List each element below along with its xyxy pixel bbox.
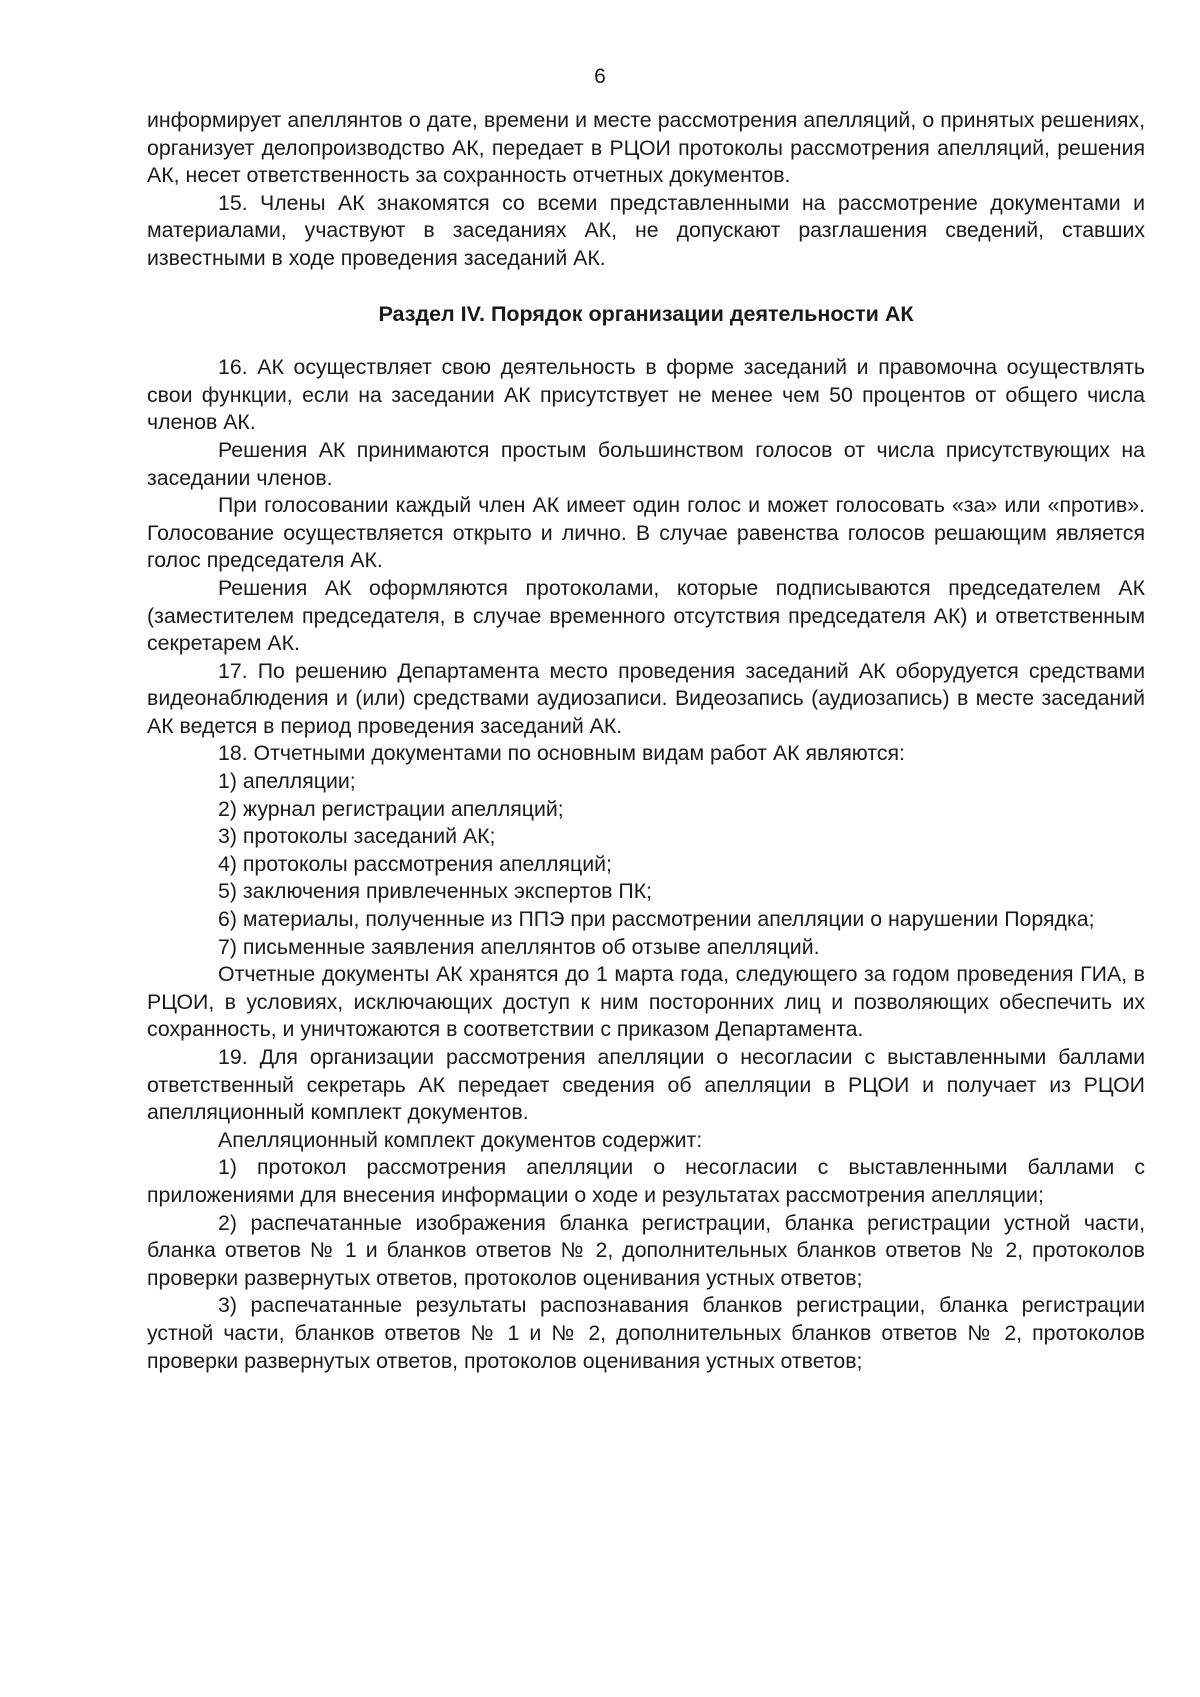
list-item-18-4: 4) протоколы рассмотрения апелляций;: [218, 851, 612, 876]
paragraph-kit-contents: Апелляционный комплект документов содержит:: [218, 1127, 703, 1152]
paragraph-decisions: Решения АК принимаются простым большинством голосов от числа присутствующих на заседании членов.: [147, 437, 1145, 490]
list-item-19-3: 3) распечатанные результаты распознавания бланков регистрации, бланка регистрации устной части, бланков ответов № 1 и № 2, дополнительных бланков ответов № 2, протоколов проверки развернутых ответов, протоколов оценивания устных ответов;: [147, 1293, 1145, 1373]
list-item-19-2: 2) распечатанные изображения бланка регистрации, бланка регистрации устной части, бланка ответов № 1 и бланков ответов № 2, дополнительных бланков ответов № 2, протоколов проверки развернутых ответов, протоколов оценивания устных ответов;: [147, 1210, 1145, 1290]
paragraph-voting: При голосовании каждый член АК имеет один голос и может голосовать «за» или «против». Голосование осуществляется открыто и лично. В случае равенства голосов решающим является голос председателя АК.: [147, 493, 1145, 573]
list-item-18-5: 5) заключения привлеченных экспертов ПК;: [218, 879, 653, 904]
list-item-18-7: 7) письменные заявления апеллянтов об отзыве апелляций.: [218, 934, 820, 959]
list-item-19-1: 1) протокол рассмотрения апелляции о несогласии с выставленными баллами с приложениями для внесения информации о ходе и результатах рассмотрения апелляции;: [147, 1155, 1145, 1207]
paragraph-storage: Отчетные документы АК хранятся до 1 марта года, следующего за годом проведения ГИА, в РЦОИ, в условиях, исключающих доступ к ним посторонних лиц и позволяющих обеспечить их сохранность, и уничтожаются в соответствии с приказом Департамента.: [147, 962, 1145, 1042]
document-body: [147, 107, 1145, 1375]
paragraph-continuation: информирует апеллянтов о дате, времени и месте рассмотрения апелляций, о принятых решениях, организует делопроизводство АК, передает в РЦОИ протоколы рассмотрения апелляций, решения АК, несет ответственность за сохранность отчетных документов.: [147, 108, 1145, 188]
paragraph-item-16: 16. АК осуществляет свою деятельность в форме заседаний и правомочна осуществлять свои функции, если на заседании АК присутствует не менее чем 50 процентов от общего числа членов АК.: [147, 355, 1145, 435]
paragraph-item-15: 15. Члены АК знакомятся со всеми представленными на рассмотрение документами и материалами, участвуют в заседаниях АК, не допускают разглашения сведений, ставших известными в ходе проведения заседаний АК.: [147, 190, 1145, 270]
list-item-18-1: 1) апелляции;: [218, 769, 356, 794]
list-item-18-2: 2) журнал регистрации апелляций;: [218, 796, 564, 821]
section-title: Раздел IV. Порядок организации деятельности АК: [378, 301, 914, 326]
paragraph-protocols: Решения АК оформляются протоколами, которые подписываются председателем АК (заместителем председателя, в случае временного отсутствия председателя АК) и ответственным секретарем АК.: [147, 575, 1145, 656]
list-item-18-3: 3) протоколы заседаний АК;: [218, 824, 496, 849]
paragraph-item-17: 17. По решению Департамента место проведения заседаний АК оборудуется средствами видеонаблюдения и (или) средствами аудиозаписи. Видеозапись (аудиозапись) в месте заседаний АК ведется в период проведения заседаний АК.: [147, 658, 1145, 738]
paragraph-item-18: 18. Отчетными документами по основным видам работ АК являются:: [218, 741, 905, 766]
paragraph-item-19: 19. Для организации рассмотрения апелляции о несогласии с выставленными баллами ответственный секретарь АК передает сведения об апелляции в РЦОИ и получает из РЦОИ апелляционный комплект документов.: [147, 1045, 1145, 1125]
list-item-18-6: 6) материалы, полученные из ППЭ при рассмотрении апелляции о нарушении Порядка;: [218, 907, 1095, 932]
page-number: 6: [594, 65, 606, 88]
